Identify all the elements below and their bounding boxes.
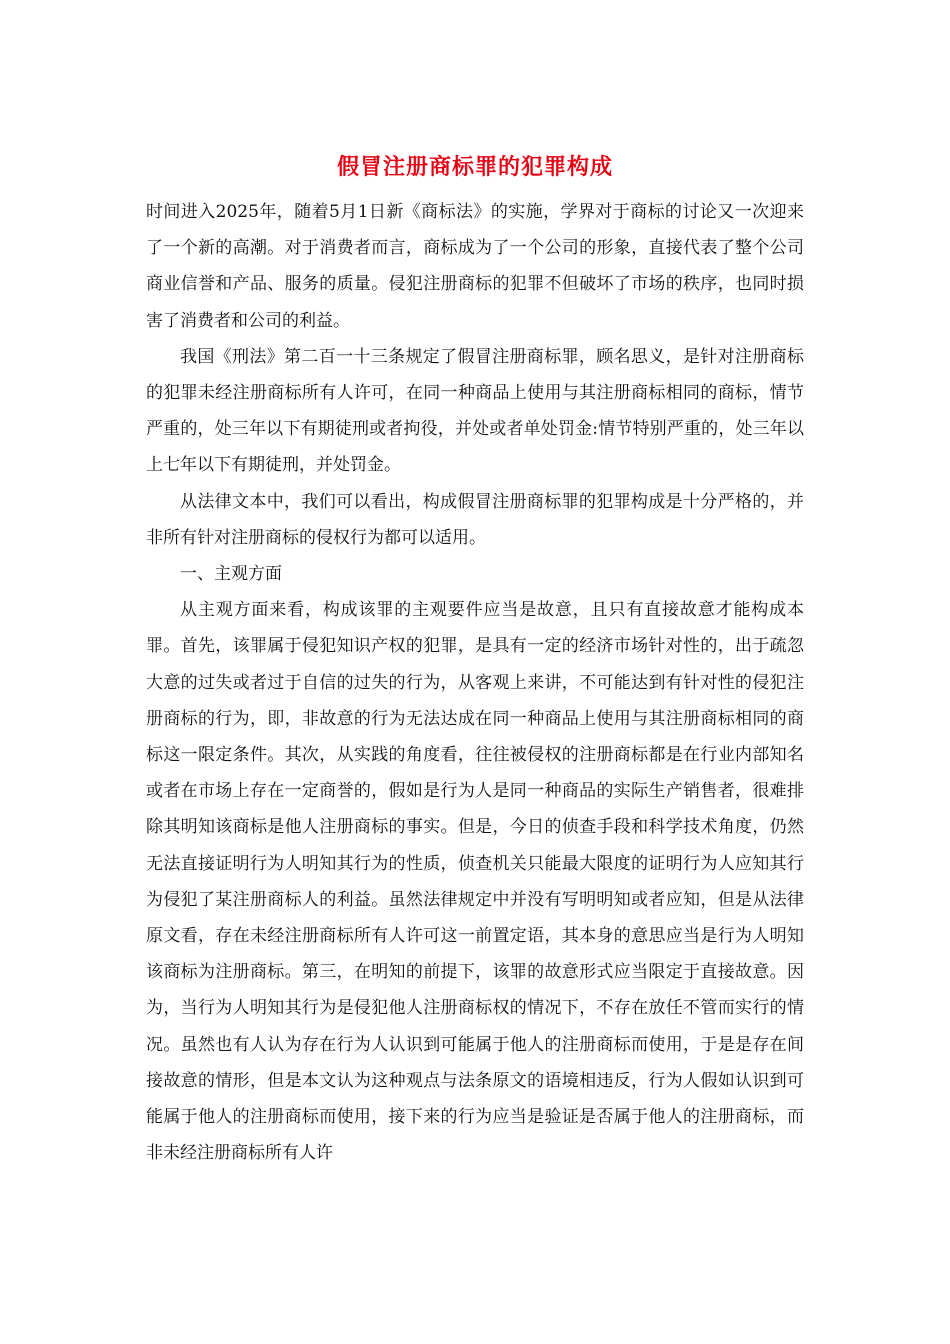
paragraph-subjective-analysis: 从主观方面来看，构成该罪的主观要件应当是故意，且只有直接故意才能构成本罪。首先，该罪属于侵犯知识产权的犯罪，是具有一定的经济市场针对性的，出于疏忽大意的过失或者过于自信的过失的行为，从客观上来讲，不可能达到有针对性的侵犯注册商标的行为，即，非故意的行为无法达成在同一种商品上使用与其注册商标相同的商标这一限定条件。其次，从实践的角度看，往往被侵权的注册商标都是在行业内部知名或者在市场上存在一定商誉的，假如是行为人是同一种商品的实际生产销售者，很难排除其明知该商标是他人注册商标的事实。但是，今日的侦查手段和科学技术角度，仍然无法直接证明行为人明知其行为的性质，侦查机关只能最大限度的证明行为人应知其行为侵犯了某注册商标人的利益。虽然法律规定中并没有写明明知或者应知，但是从法律原文看，存在未经注册商标所有人许可这一前置定语，其本身的意思应当是行为人明知该商标为注册商标。第三，在明知的前提下，该罪的故意形式应当限定于直接故意。因为，当行为人明知其行为是侵犯他人注册商标权的情况下，不存在放任不管而实行的情况。虽然也有人认为存在行为人认识到可能属于他人的注册商标而使用，于是是存在间接故意的情形，但是本文认为这种观点与法条原文的语境相违反，行为人假如认识到可能属于他人的注册商标而使用，接下来的行为应当是验证是否属于他人的注册商标，而非未经注册商标所有人许 (146, 600, 804, 1164)
paragraph-criminal-law: 我国《刑法》第二百一十三条规定了假冒注册商标罪，顾名思义，是针对注册商标的犯罪未经注册商标所有人许可，在同一种商品上使用与其注册商标相同的商标，情节严重的，处三年以下有期徒刑或者拘役，并处或者单处罚金:情节特别严重的，处三年以上七年以下有期徒刑，并处罚金。 (146, 346, 804, 476)
document-body (146, 194, 804, 1171)
document-title: 假冒注册商标罪的犯罪构成 (336, 154, 613, 180)
paragraph-intro: 时间进入2025年，随着5月1日新《商标法》的实施，学界对于商标的讨论又一次迎来了一个新的高潮。对于消费者而言，商标成为了一个公司的形象，直接代表了整个公司商业信誉和产品、服务的质量。侵犯注册商标的犯罪不但破坏了市场的秩序，也同时损害了消费者和公司的利益。 (146, 202, 804, 331)
paragraph-legal-text: 从法律文本中，我们可以看出，构成假冒注册商标罪的犯罪构成是十分严格的，并非所有针对注册商标的侵权行为都可以适用。 (146, 491, 804, 548)
section-heading-subjective: 一、主观方面 (180, 564, 282, 585)
